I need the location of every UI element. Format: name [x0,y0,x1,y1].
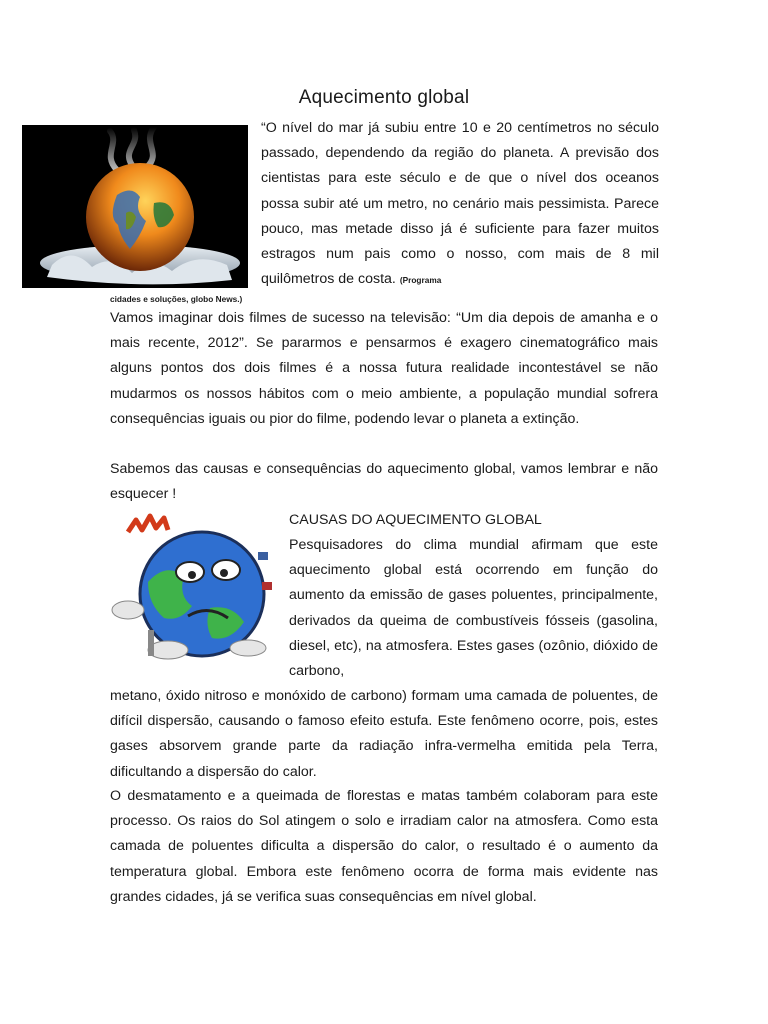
paragraph-causes-intro: Pesquisadores do clima mundial afirmam que este aquecimento global está ocorrendo em função do aumento da emissão de gases poluentes, principalmente, derivados da queima de combustíveis fósseis (gasolina, diesel, etc), na atmosfera. Estes gases (ozônio, dióxido de carbono, [289,537,658,680]
melting-earth-image [22,125,248,288]
title-text: Aquecimento global [298,87,470,108]
citation-start: (Programa [399,275,442,286]
intro-quote-text: “O nível do mar já subiu entre 10 e 20 centímetros no século passado, dependendo da região do planeta. A previsão dos cientistas para este século e de que o nível dos oceanos possa subir até um metro, no cenário mais pessimista. Parece pouco, mas metade disso já é suficiente para fazer muitos estragos num pais como o nosso, com mais de 8 mil quilômetros de costa. [261,120,659,288]
intro-quote [261,116,659,292]
citation-end: cidades e soluções, globo News.) [110,294,243,304]
paragraph-causes-continued: metano, óxido nitroso e monóxido de carbono) formam uma camada de poluentes, de difícil dispersão, causando o famoso efeito estufa. Este fenômeno ocorre, pois, estes gases absorvem grande parte da radiação infra-vermelha emitida pela Terra, dificultando a dispersão do calor. [110,688,658,780]
paragraph-deforestation: O desmatamento e a queimada de florestas e matas também colaboram para este processo. Os raios do Sol atingem o solo e irradiam calor na atmosfera. Como esta camada de poluentes dificulta a dispersão do calor, o resultado é o aumento da temperatura global. Embora este fenômeno ocorra de forma mais evidente nas grandes cidades, já se verifica suas consequências em nível global. [110,788,658,905]
paragraph-films: Vamos imaginar dois filmes de sucesso na televisão: “Um dia depois de amanha e o mais recente, 2012”. Se pararmos e pensarmos é exagero cinematográfico mais alguns pontos dos dois filmes é a nossa futura realidade incontestável se não mudarmos os nossos hábitos com o meio ambiente, a população mundial sofrera consequências iguais ou pior do filme, podendo levar o planeta a extinção. [110,310,658,427]
page-title [0,86,768,110]
paragraph-remember: Sabemos das causas e consequências do aquecimento global, vamos lembrar e não esquecer ! [110,461,658,503]
sick-earth-image [108,512,278,664]
causes-heading: CAUSAS DO AQUECIMENTO GLOBAL [289,512,542,528]
